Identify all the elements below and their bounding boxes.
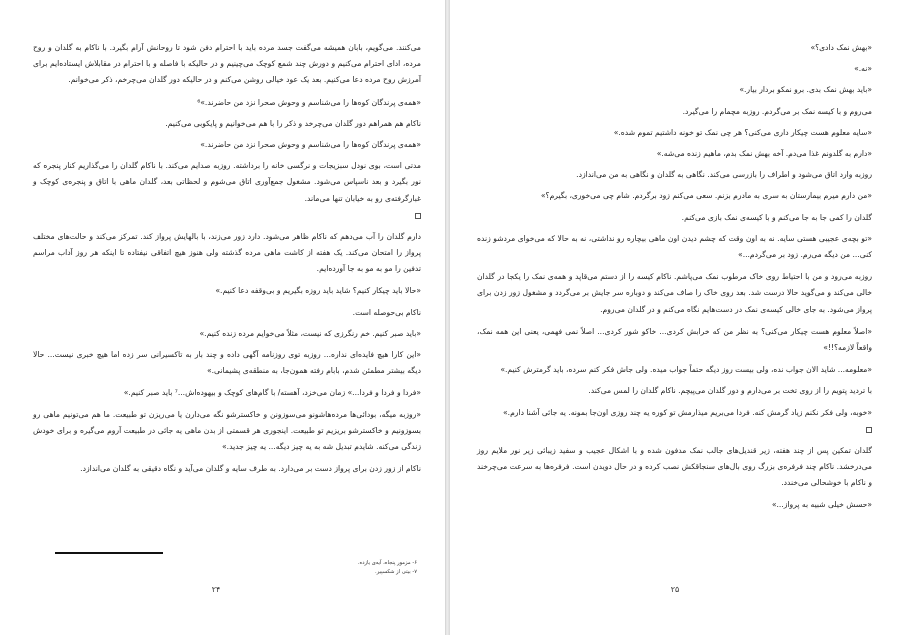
paragraph: گلدان تمکین پس از چند هفته، زیر قندیل‌های جالب نمک مدفون شده و با اشکال عجیب و سفید زیبائی زیر نور ملایم روز می‌درخشد. ناکام چند فرفره‌ی بزرگ روی بال‌های سنجاقکش نصب کرده و در حال دویدن است. فرفره‌ها به سرعت می‌چرخند و ناکام با خوشحالی می‌خندد. — [477, 445, 872, 488]
left-page-body — [33, 40, 421, 483]
paragraph: «تو بچه‌ی عجیبی هستی سایه. نه به اون وقت که چشم دیدن اون ماهی بیچاره رو نداشتی، نه به حالا که می‌خوای مردشو زنده کنی... من دیگه می‌رم. زود بر می‌گردم...» — [477, 233, 872, 260]
paragraph: «من دارم میرم بیمارستان به سری به مادرم بزنم. سعی می‌کنم زود برگردم. شام چی می‌خوری، بگیرم؟» — [540, 191, 872, 201]
paragraph: ناکام هم همراهم دور گلدان می‌چرخد و ذکر را با هم می‌خوانیم و پایکوبی می‌کنیم. — [165, 118, 421, 128]
paragraph: «خوبه، ولی فکر نکنم زیاد گرمش کنه. فردا می‌بریم میذارمش تو کوره یه چند روزی اون‌جا بمونه. یه جائی آشنا دارم.» — [503, 407, 872, 417]
paragraph: می‌کنند. می‌گویم، بابان همیشه می‌گفت جسد مرده باید با احترام دفن شود تا روحانش آرام بگیرد. با ناکام به گلدان و روح مرده، ادای احترام می‌کنیم و دورش چند شمع کوچک می‌چینیم و در حالیکه با فاصله و با احترام در مقابلاش ایستاده‌ایم برای آمرزش روح مرده دعا می‌کنیم. بعد یک عود خیالی روشن می‌کنم و در حالیکه دور گلدان می‌چرخم، ذکر می‌خوانم. — [33, 43, 421, 85]
paragraph: ناکام بی‌حوصله است. — [352, 307, 421, 317]
paragraph: روزبه وارد اتاق می‌شود و اطراف را بازرسی می‌کند. نگاهی به گلدان و نگاهی به من می‌اندازد. — [576, 170, 872, 180]
page-number: ۲۵ — [670, 585, 680, 594]
footnote-rule — [55, 552, 163, 554]
paragraph: گلدان را کمی جا به جا می‌کنم و با کیسه‌ی نمک بازی می‌کنم. — [681, 212, 872, 222]
paragraph: «روزبه میگه، بودائی‌ها مرده‌هاشونو می‌سوزونن و خاکسترشو نگه می‌دارن یا می‌ریزن تو طبیعت. ما هم می‌تونیم ماهی رو بسوزونیم و خاکسترشو بریزیم تو طبیعت. اینجوری هر قسمتی از بدن ماهی یه جائی در طبیعت آروم می‌گیره و برای خودش زندگی می‌کنه. شایدم تبدیل شه به یه چیز دیگه... یه چیز جدید.» — [33, 409, 421, 452]
paragraph: «باید بهش نمک بدی. برو نمکو بردار بیار.» — [739, 85, 872, 95]
paragraph: ناکام از زور زدن برای پرواز دست بر می‌دارد. به طرف سایه و گلدان می‌آید و نگاه دقیقی به گلدان می‌اندازد. — [80, 464, 421, 474]
paragraph: «همه‌ی پرندگان کوه‌ها را می‌شناسم و وحوش صحرا نزد من حاضرند.» — [200, 140, 421, 150]
footnote: ۶- مزمور پنجاه، آیه‌ی یازده. — [357, 560, 417, 566]
paragraph: «معلومه... شاید الان جواب نده، ولی بیست روز دیگه حتماً جواب میده. ولی جاش فکر کنم سرده، باید گرمترش کنیم.» — [500, 365, 872, 375]
right-page-body — [477, 40, 872, 519]
paragraph: «دارم به گلدونم غذا می‌دم. آخه بهش نمک بدم، ماهیم زنده می‌شه.» — [656, 149, 872, 159]
paragraph: دارم گلدان را آب می‌دهم که ناکام ظاهر می‌شود. دارد زور می‌زند، با بالهایش پرواز کند. تمرکز می‌کند و حالت‌های مختلف پرواز را امتحان می‌کند. یک هفته از کاشت ماهی مرده گذشته ولی هنوز هیچ اتفاقی نیفتاده تا اینکه هر روز آداب مراسم تدفین را مو به مو به جا آورده‌ایم. — [33, 231, 421, 274]
paragraph: «نه.» — [854, 64, 872, 74]
paragraph: مدتی است، بوی نودل سبزیجات و نرگسی خانه را برداشته. روزبه صدایم می‌کند. با ناکام گلدان را می‌گذاریم کنار پنجره که نور بگیرد و بعد ناسپاس می‌شود. مشغول جمع‌آوری اتاق می‌شوم و لحظاتی بعد، گلدان ماهی با اتاق و پنجره‌ی کوچک و غبارگرفته‌ی رو به خیابان تنها می‌ماند. — [33, 161, 421, 203]
paragraph: «بهش نمک دادی؟» — [810, 43, 872, 52]
page-number: ۲۴ — [211, 585, 221, 594]
left-page — [0, 0, 445, 635]
paragraph: روزبه می‌رود و من با احتیاط روی خاک مرطوب نمک می‌پاشم. ناکام کیسه را از دستم می‌قاپد و همه‌ی نمک را یکجا در گلدان خالی می‌کند و می‌گوید حالا درست شد. بعد روی خاک را صاف می‌کند و دوباره سر جایش بر می‌گردد و مشغول زور زدن برای پرواز می‌شود. به جای خالی کیسه‌ی نمک در دست‌هایم نگاه می‌کنم و در گلدان می‌روم. — [477, 272, 872, 314]
paragraph: «حالا باید چیکار کنیم؟ شاید باید روزه بگیریم و بی‌وقفه دعا کنیم.» — [215, 286, 421, 296]
paragraph: «سایه معلوم هست چیکار داری می‌کنی؟ هر چی نمک تو خونه داشتیم تموم شده.» — [613, 127, 872, 137]
right-page — [450, 0, 897, 635]
paragraph: می‌روم و با کیسه نمک بر می‌گردم. روزبه مچمام را می‌گیرد. — [682, 106, 872, 116]
paragraph: با تردید پتویم را از روی تخت بر می‌دارم و دور گلدان می‌پیچم. ناکام گلدان را لمس می‌کند. — [588, 386, 872, 396]
paragraph: «حسش خیلی شبیه به پرواز...» — [771, 500, 872, 510]
section-separator — [415, 213, 421, 219]
paragraph: «باید صبر کنیم. خم رنگرزی که نیست، مثلاً می‌خوایم مرده زنده کنیم.» — [199, 328, 421, 338]
paragraph: «این کارا هیچ فایده‌ای نداره... روزبه توی روزنامه آگهی داده و چند بار به تاکسیرانی سر زده اما هیچ خبری نیست... حالا دیگه بیشتر مطمئن شدم، بابام رفته همون‌جا، به منطقه‌ی پشیمانی.» — [33, 350, 421, 376]
paragraph: «اصلاً معلوم هست چیکار می‌کنی؟ به نظر من که خرابش کردی... خاکو شور کردی... اصلاً نمی فهمی، یعنی این همه نمک، واقعاً لازمه؟!!» — [477, 326, 872, 353]
paragraph: «فردا و فردا و فردا...» زمان می‌خزد، آهسته/ با گام‌های کوچک و بیهوده‌اش...⁷ باید صبر کنیم.» — [123, 388, 421, 398]
footnotes — [358, 559, 417, 577]
section-separator — [866, 427, 872, 433]
paragraph: «همه‌ی پرندگان کوه‌ها را می‌شناسم و وحوش صحرا نزد من حاضرند.»⁶ — [197, 97, 421, 107]
footnote: ۷- بیتی از شکسپیر. — [375, 569, 417, 575]
